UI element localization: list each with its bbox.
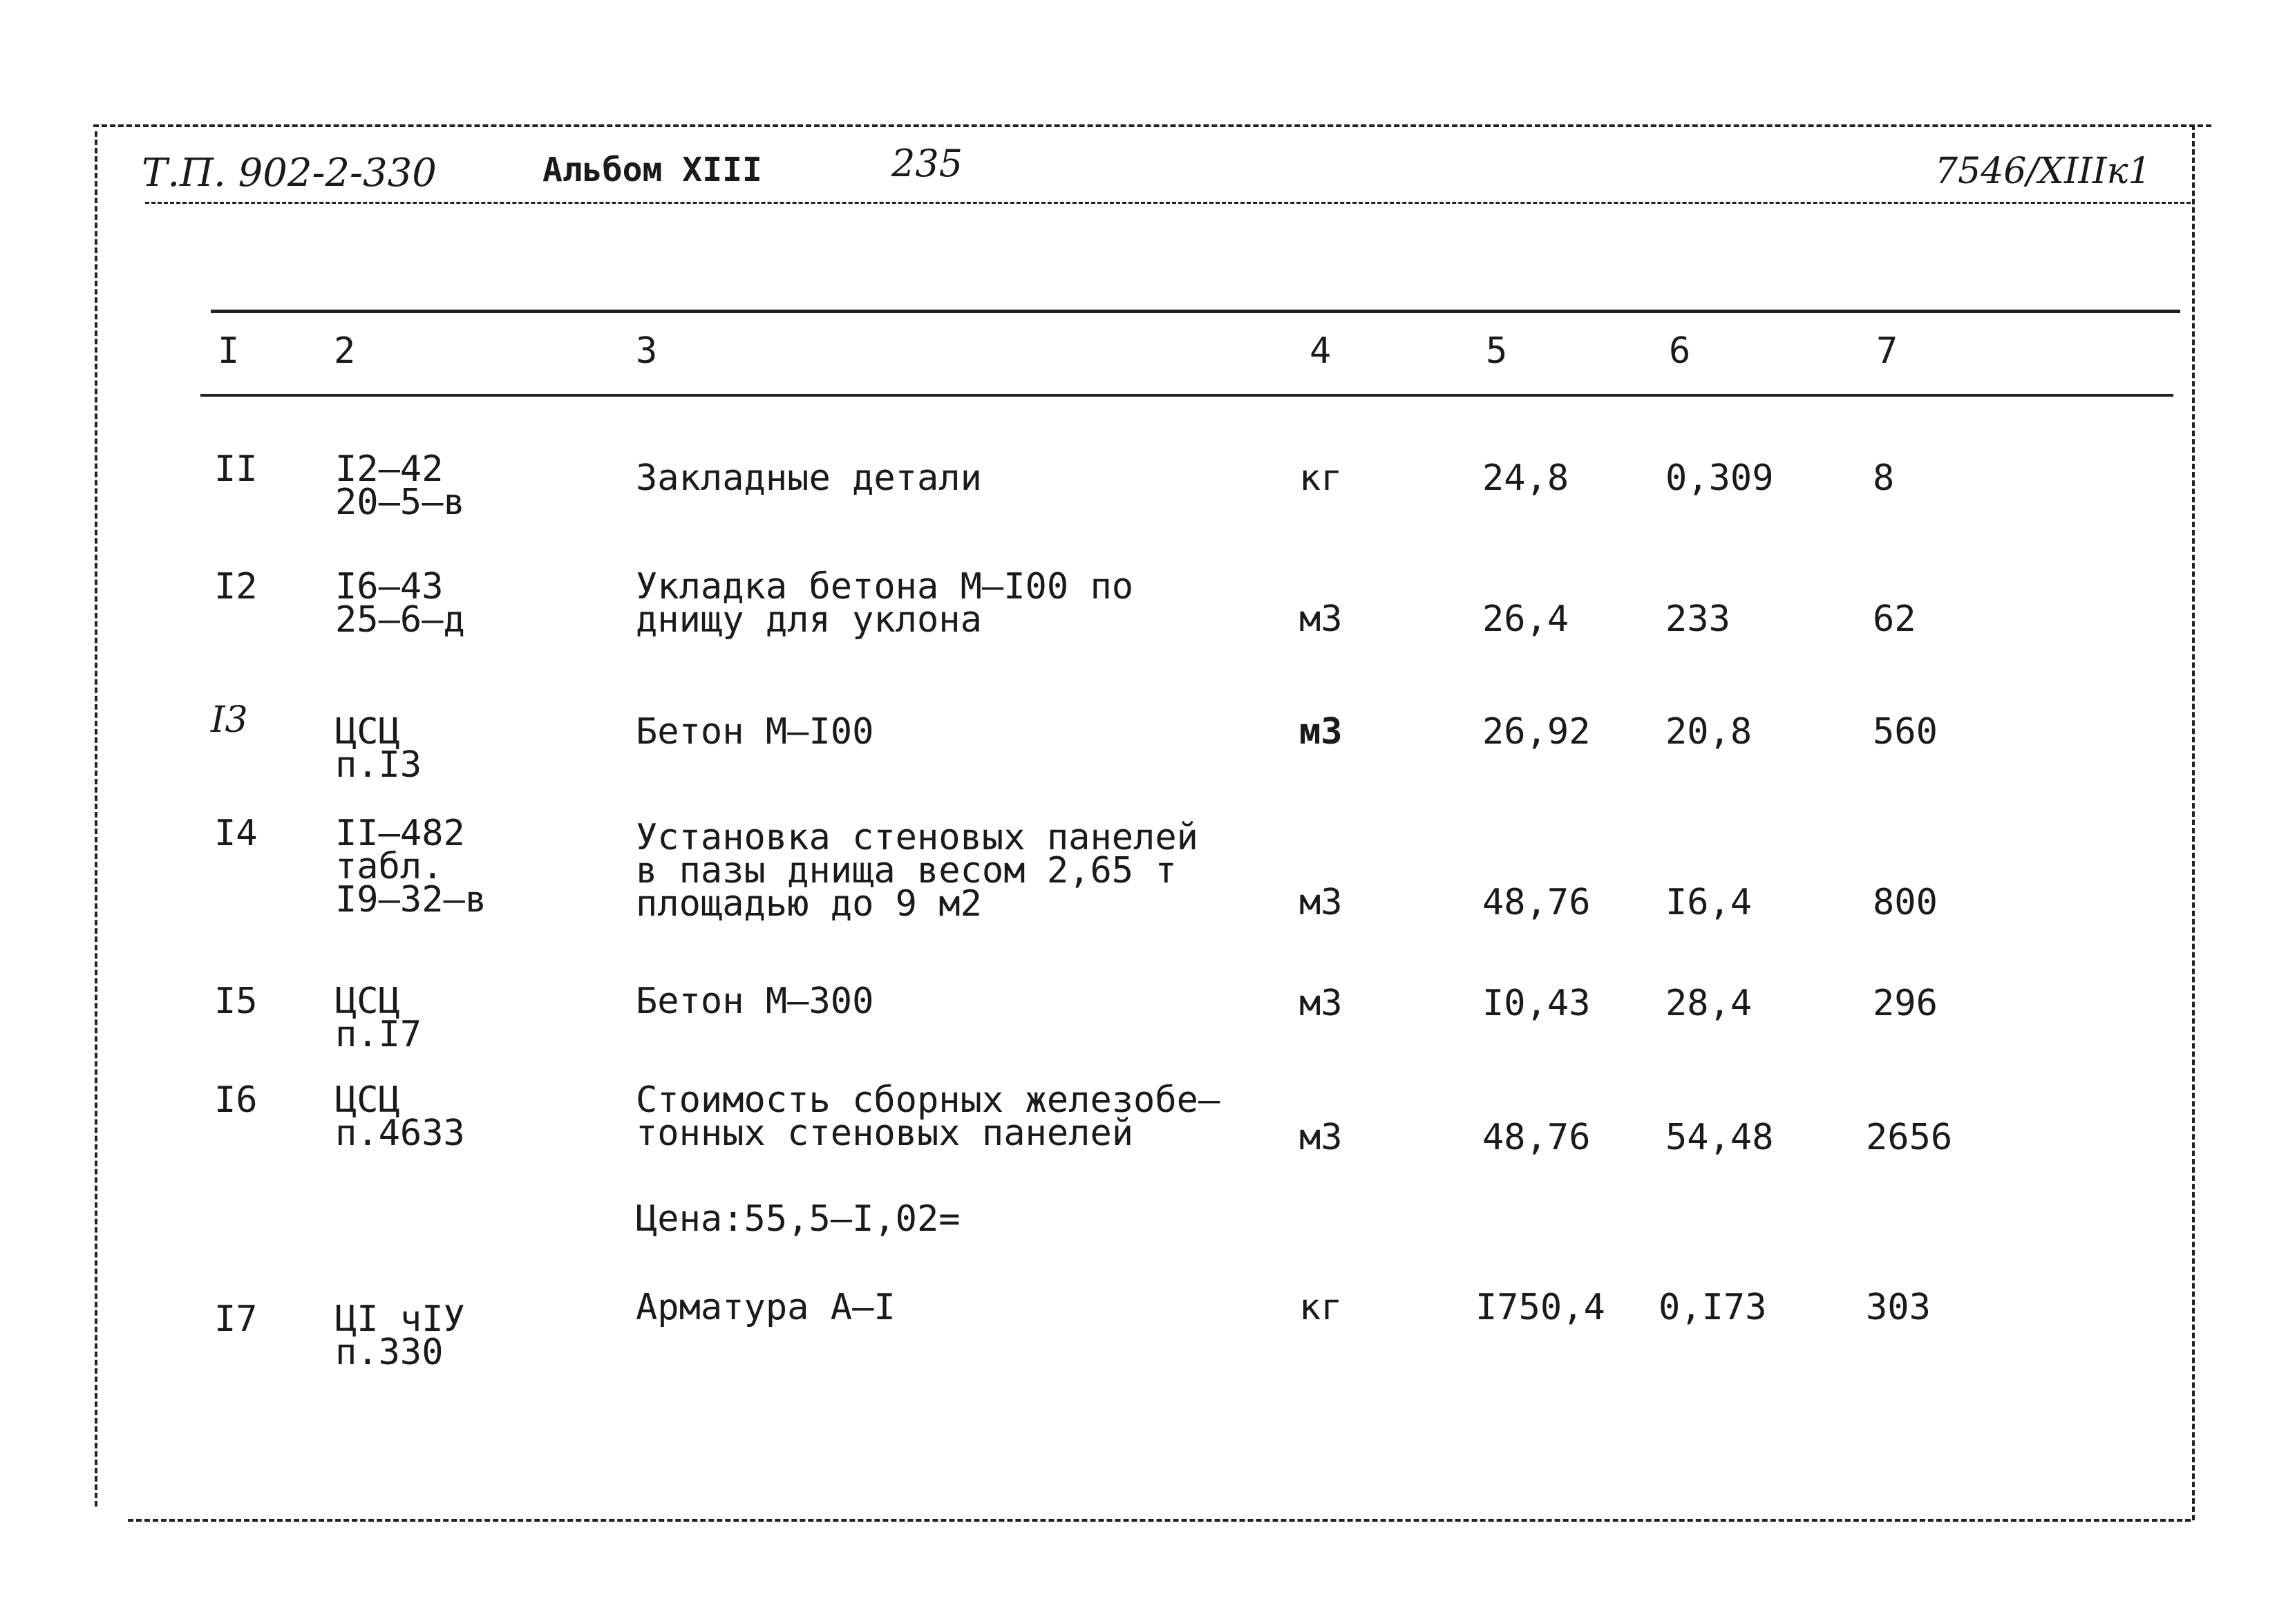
row-15-name: Бетон М–300 [636, 981, 874, 1022]
project-number: Т.П. 902-2-330 [142, 151, 437, 196]
row-15-total: 296 [1873, 983, 1938, 1024]
row-11-price: 0,309 [1665, 457, 1774, 499]
table-header-rule [200, 394, 2173, 397]
row-17-name: Арматура А–I [636, 1287, 896, 1328]
row-14-unit: м3 [1299, 882, 1343, 923]
row-15-num: I5 [214, 981, 258, 1022]
col-header-5: 5 [1486, 330, 1508, 372]
sheet-code: 7546/XIIIк1 [1935, 151, 2151, 192]
row-11-num: II [214, 449, 258, 490]
row-14-num: I4 [214, 813, 258, 854]
row-16-unit: м3 [1299, 1117, 1343, 1158]
frame-bottom-border [128, 1519, 2191, 1522]
row-17-price: 0,I73 [1659, 1287, 1767, 1328]
row-15-price: 28,4 [1665, 983, 1753, 1024]
row-16-total: 2656 [1866, 1117, 1953, 1158]
row-14-name: Установка стеновых панелей в пазы днища весом 2,65 т площадью до 9 м2 [636, 817, 1198, 925]
row-14-price: I6,4 [1665, 882, 1753, 923]
frame-right-border [2192, 124, 2195, 1520]
row-16-qty: 48,76 [1482, 1117, 1591, 1158]
row-12-total: 62 [1873, 598, 1916, 640]
row-15-qty: I0,43 [1482, 983, 1591, 1024]
row-11-name: Закладные детали [636, 457, 982, 499]
row-13-name: Бетон М–I00 [636, 711, 874, 753]
row-13-num: I3 [211, 699, 248, 741]
row-14-total: 800 [1873, 882, 1938, 923]
frame-top-border [93, 124, 2211, 127]
row-13-unit: м3 [1299, 711, 1343, 753]
row-17-num: I7 [214, 1299, 258, 1340]
row-11-code: I2–42 20–5–в [335, 449, 465, 523]
row-16-code: ЦСЦ п.4633 [335, 1079, 465, 1154]
row-13-price: 20,8 [1665, 711, 1753, 753]
col-header-7: 7 [1876, 330, 1898, 372]
row-16-name: Стоимость сборных железобе– тонных стеновых панелей [636, 1079, 1220, 1154]
row-13-code: ЦСЦ п.I3 [335, 711, 422, 786]
row-12-name: Укладка бетона М–I00 по днищу для уклона [636, 566, 1134, 641]
row-13-total: 560 [1873, 711, 1938, 753]
row-12-code: I6–43 25–6–д [335, 566, 465, 641]
row-12-unit: м3 [1299, 598, 1343, 640]
row-11-total: 8 [1873, 457, 1895, 499]
row-13-qty: 26,92 [1482, 711, 1591, 753]
row-16-num: I6 [214, 1079, 258, 1121]
row-17-code: ЦI чIУ п.330 [335, 1299, 465, 1373]
album-title: Альбом XIII [542, 151, 762, 189]
row-14-qty: 48,76 [1482, 882, 1591, 923]
row-15-code: ЦСЦ п.I7 [335, 981, 422, 1055]
header-underline [145, 202, 2191, 204]
col-header-4: 4 [1310, 330, 1332, 372]
row-16-price: 54,48 [1665, 1117, 1774, 1158]
frame-left-border [95, 131, 97, 1507]
row-11-qty: 24,8 [1482, 457, 1569, 499]
col-header-6: 6 [1669, 330, 1691, 372]
row-17-total: 303 [1866, 1287, 1931, 1328]
table-top-rule [211, 310, 2180, 313]
col-header-2: 2 [334, 330, 356, 372]
row-17-unit: кг [1299, 1287, 1343, 1328]
row-12-price: 233 [1665, 598, 1730, 640]
price-note: Цена:55,5–I,02= [636, 1198, 961, 1240]
row-14-code: II–482 табл. I9–32–в [335, 813, 487, 920]
page-number: 235 [891, 142, 963, 185]
row-12-qty: 26,4 [1482, 598, 1569, 640]
row-12-num: I2 [214, 566, 258, 607]
row-15-unit: м3 [1299, 983, 1343, 1024]
col-header-1: I [218, 330, 240, 372]
row-11-unit: кг [1299, 457, 1343, 499]
row-17-qty: I750,4 [1475, 1287, 1605, 1328]
col-header-3: 3 [636, 330, 658, 372]
